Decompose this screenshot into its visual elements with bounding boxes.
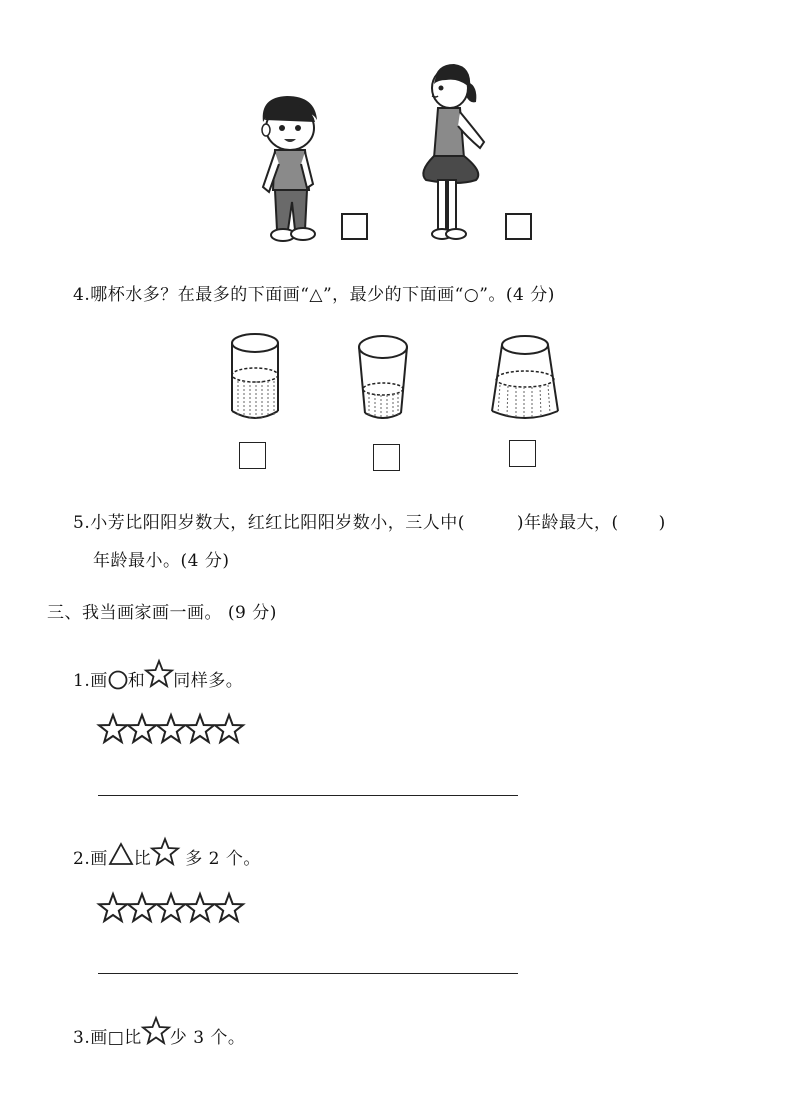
draw-2-suffix: 多 2 个。 (185, 849, 261, 869)
draw-1-star-row (98, 714, 248, 746)
answer-box-boy[interactable] (341, 213, 368, 240)
draw-1-answer-line[interactable] (98, 795, 518, 796)
star-outline-icon (214, 714, 244, 744)
draw-3-mid: 比 (124, 1028, 142, 1048)
square-outline-icon: □ (107, 1028, 125, 1048)
answer-box-girl[interactable] (505, 213, 532, 240)
star-outline-icon (127, 714, 157, 744)
star-outline-icon (145, 660, 173, 688)
girl-figure-icon (418, 62, 493, 244)
star-outline-icon (156, 893, 186, 923)
draw-1-prefix: 1.画 (73, 671, 108, 691)
circle-outline-icon (108, 670, 128, 690)
draw-3-prefix: 3.画 (73, 1028, 108, 1048)
boy-figure-icon (255, 92, 325, 247)
star-outline-icon (185, 893, 215, 923)
question-5-text-a: 5.小芳比阳阳岁数大，红红比阳阳岁数小，三人中( (73, 513, 465, 533)
draw-2-prefix: 2.画 (73, 849, 108, 869)
answer-box-cup-3[interactable] (509, 440, 536, 467)
draw-3-prompt (73, 1017, 245, 1048)
question-4-text: 4.哪杯水多？在最多的下面画“△”，最少的下面画“○”。(4 分) (73, 285, 555, 305)
draw-2-mid: 比 (133, 849, 152, 869)
question-5-text-c: ) (658, 513, 666, 533)
star-outline-icon (98, 714, 128, 744)
draw-2-answer-line[interactable] (98, 973, 518, 974)
water-cup-icon (228, 333, 282, 423)
answer-box-cup-1[interactable] (239, 442, 266, 469)
water-cup-icon (356, 333, 410, 423)
draw-2-star-row (98, 893, 248, 925)
triangle-outline-icon (108, 842, 134, 866)
water-cup-icon (488, 333, 562, 425)
question-5-line-2: 年龄最小。(4 分) (93, 551, 230, 571)
question-5-text-b: )年龄最大，( (516, 513, 619, 533)
star-outline-icon (151, 838, 179, 866)
draw-1-prompt (73, 660, 243, 691)
star-outline-icon (185, 714, 215, 744)
star-outline-icon (214, 893, 244, 923)
question-5-line-1 (73, 508, 666, 533)
draw-3-suffix: 少 3 个。 (169, 1028, 246, 1048)
draw-2-prompt (73, 838, 261, 869)
star-outline-icon (142, 1017, 170, 1045)
star-outline-icon (156, 714, 186, 744)
star-outline-icon (127, 893, 157, 923)
answer-box-cup-2[interactable] (373, 444, 400, 471)
section-3-title: 三、我当画家画一画。 (9 分) (47, 603, 277, 623)
star-outline-icon (98, 893, 128, 923)
draw-1-mid: 和 (127, 671, 146, 691)
draw-1-suffix: 同样多。 (173, 671, 244, 691)
